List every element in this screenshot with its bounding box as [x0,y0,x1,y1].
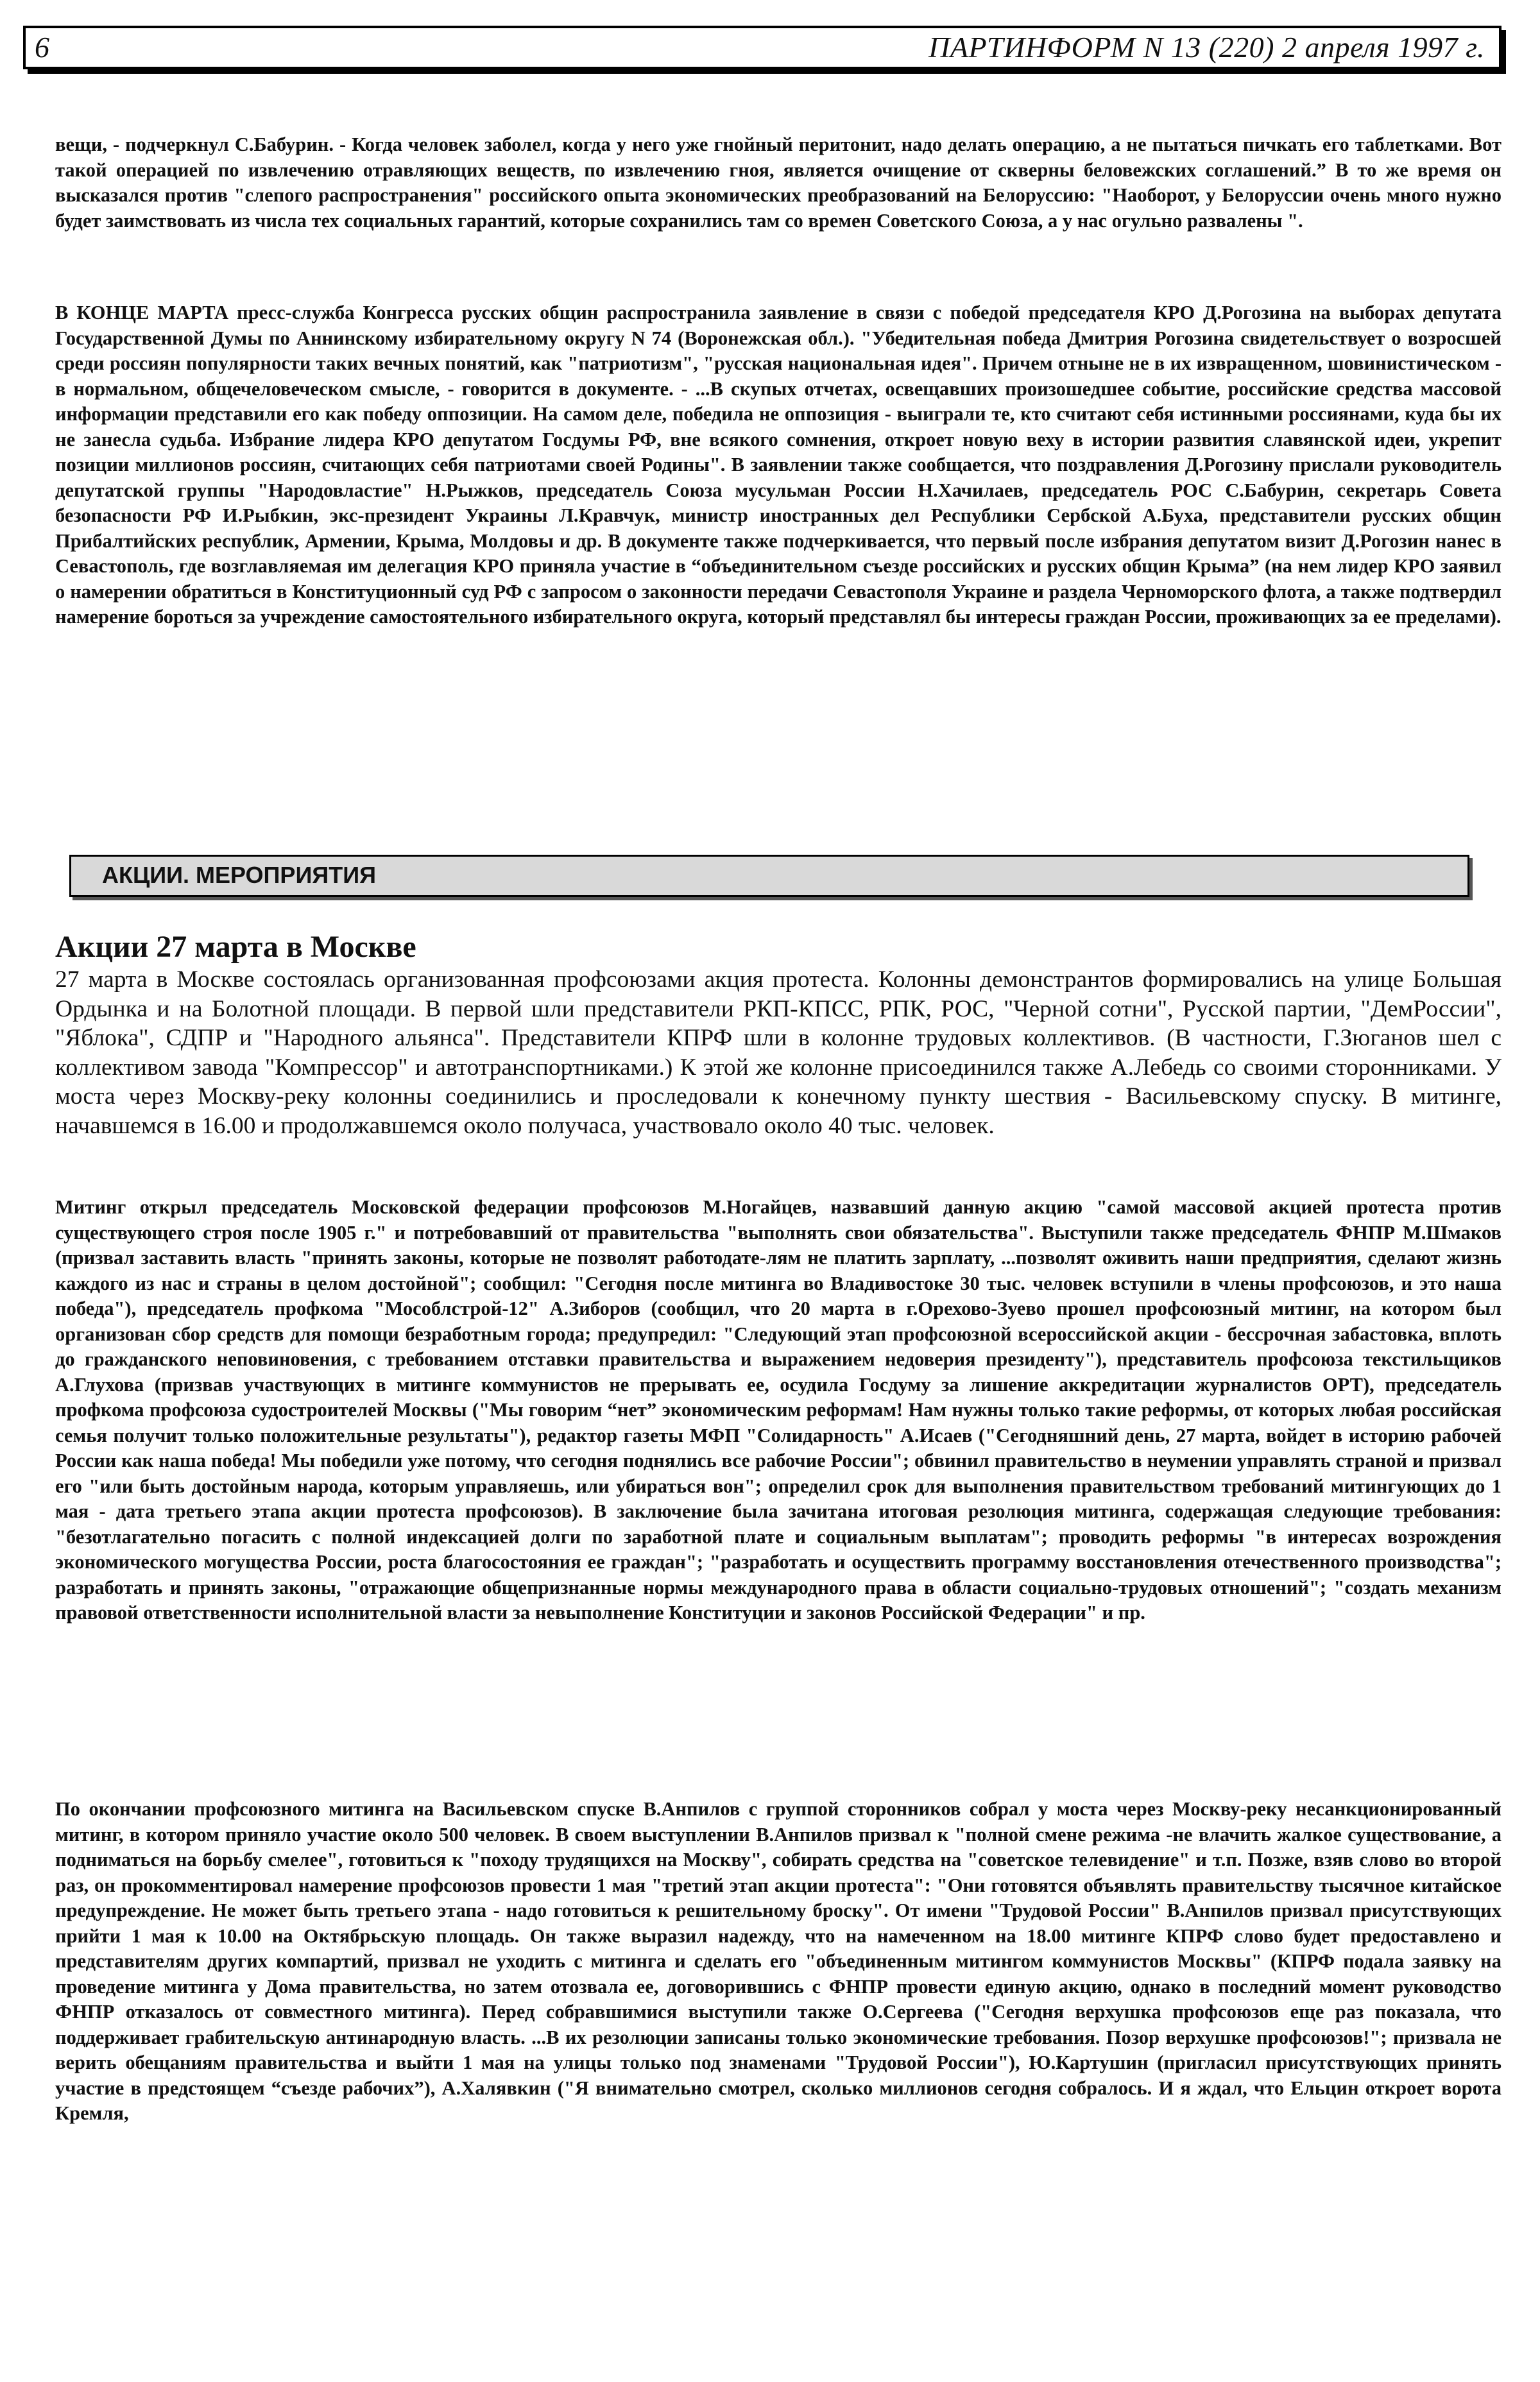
article-paragraph-1: Митинг открыл председатель Московской федерации профсоюзов М.Ногайцев, назвавший данную акцию "самой массовой акцией протеста против существующего строя после 1905 г." и потребовавший от правительства "выполнять свои обязательства". Выступили также председатель ФНПР М.Шмаков (призвал заставить власть "принять законы, которые не позволят работодате-лям не платить зарплату, ...позволят оживить наши предприятия, сделают жизнь каждого из нас и страны в целом достойной"; сообщил: "Сегодня после митинга во Владивостоке 30 тыс. человек вступили в члены профсоюзов, и это наша победа"), председатель профкома "Мособлстрой-12" А.Зиборов (сообщил, что 20 марта в г.Орехово-Зуево прошел профсоюзный митинг, на котором был организован сбор средств для помощи безработным города; предупредил: "Следующий этап профсоюзной всероссийской акции - бессрочная забастовка, вплоть до гражданского неповиновения, с требованием отставки правительства и выражением недоверия президенту"), представитель профсоюза текстильщиков А.Глухова (призвав участвующих в митинге коммунистов не прерывать ее, осудила Госдуму за лишение аккредитации журналистов ОРТ), председатель профкома профсоюза судостроителей Москвы ("Мы говорим “нет” экономическим реформам! Нам нужны только такие реформы, от которых любая российская семья получит только положительные результаты"), редактор газеты МФП "Солидарность" А.Исаев ("Сегодняшний день, 27 марта, войдет в историю рабочей России как наша победа! Мы победили уже потому, что сегодня поднялись все рабочие России"; обвинил правительство в неумении управлять страной и призвал его "или быть достойным народа, которым управляешь, или убираться вон"; определил срок для выполнения правительством требований митингующих до 1 мая - дата третьего этапа акции протеста профсоюзов). В заключение была зачитана итоговая резолюция митинга, содержащая следующие требования: "безотлагательно погасить с полной индексацией долги по заработной плате и социальным выплатам"; проводить реформы "в интересах возрождения экономического могущества России, роста благосостояния ее граждан"; "разработать и осуществить программу восстановления отечественного производства"; разработать и принять законы, "отражающие общепризнанные нормы международного права в области социально-трудовых отношений"; "создать механизм правовой ответственности исполнительной власти за невыполнение Конституции и законов Российской Федерации" и пр. [55,1196,1502,1624]
page-header [23,26,1502,69]
section-title: АКЦИИ. МЕРОПРИЯТИЯ [102,862,376,888]
top-paragraph-1: вещи, - подчеркнул С.Бабурин. - Когда человек заболел, когда у него уже гнойный перитонит, надо делать операцию, а не пытаться пичкать его таблетками. Вот такой операцией по извлечению отравляющих веществ, по извлечению гноя, является очищение от скверны беловежских соглашений.” В то же время он высказался против "слепого распространения" российского опыта экономических преобразований на Белоруссию: "Наоборот, у Белоруссии очень много нужно будет заимствовать из числа тех социальных гарантий, которые сохранились там со времен Советского Союза, а у нас огульно развалены ". [55,133,1502,232]
issue-title: ПАРТИНФОРМ N 13 (220) 2 апреля 1997 г. [928,31,1485,64]
section-header [69,855,1469,897]
article-headline: Акции 27 марта в Москве [55,930,416,964]
page-number: 6 [35,31,49,64]
top-paragraph-2: В КОНЦЕ МАРТА пресс-служба Конгресса русских общин распространила заявление в связи с победой председателя КРО Д.Рогозина на выборах депутата Государственной Думы по Аннинскому избирательному округу N 74 (Воронежская обл.). "Убедительная победа Дмитрия Рогозина свидетельствует о возросшей среди россиян популярности таких вечных понятий, как "патриотизм", "русская национальная идея". Причем отныне не в их извращенном, шовинистическом - в нормальном, общечеловеческом смысле, - говорится в документе. - ...В скупых отчетах, освещавших произошедшее событие, российские средства массовой информации представили его как победу оппозиции. На самом деле, победила не оппозиция - выиграли те, кто считают себя истинными россиянами, куда бы их не занесла судьба. Избрание лидера КРО депутатом Госдумы РФ, вне всякого сомнения, откроет новую веху в истории развития славянской идеи, укрепит позиции миллионов россиян, считающих себя патриотами своей Родины". В заявлении также сообщается, что поздравления Д.Рогозину прислали руководитель депутатской группы "Народовластие" Н.Рыжков, председатель Союза мусульман России Н.Хачилаев, председатель РОС С.Бабурин, секретарь Совета безопасности РФ И.Рыбкин, экс-президент Украины Л.Кравчук, министр иностранных дел Республики Сербской А.Буха, представители русских общин Прибалтийских республик, Армении, Крыма, Молдовы и др. В документе также подчеркивается, что первый после избрания депутатом визит Д.Рогозин нанес в Севастополь, где возглавляемая им делегация КРО приняла участие в “объединительном съезде российских и русских общин Крыма” (на нем лидер КРО заявил о намерении обратиться в Конституционный суд РФ с запросом о законности передачи Севастополя Украине и раздела Черноморского флота, а также подтвердил намерение бороться за учреждение самостоятельного избирательного округа, который представлял бы интересы граждан России, проживающих за ее пределами). [55,302,1502,628]
article-lead: 27 марта в Москве состоялась организованная профсоюзами акция протеста. Колонны демонстрантов формировались на улице Большая Ордынка и на Болотной площади. В первой шли представители РКП-КПСС, РПК, РОС, "Черной сотни", Русской партии, "ДемРоссии", "Яблока", СДПР и "Народного альянса". Представители КПРФ шли в колонне трудовых коллективов. (В частности, Г.Зюганов шел с коллективом завода "Компрессор" и автотранспортниками.) К этой же колонне присоединился также А.Лебедь со своими сторонниками. У моста через Москву-реку колонны соединились и проследовали к конечному пункту шествия - Васильевскому спуску. В митинге, начавшемся в 16.00 и продолжавшемся около получаса, участвовало около 40 тыс. человек. [55,966,1502,1139]
article-paragraph-2: По окончании профсоюзного митинга на Васильевском спуске В.Анпилов с группой сторонников собрал у моста через Москву-реку несанкционированный митинг, в котором приняло участие около 500 человек. В своем выступлении В.Анпилов призвал к "полной смене режима -не влачить жалкое существование, а подниматься на борьбу смелее", готовиться к "походу трудящихся на Москву", собирать средства на "советское телевидение" и т.п. Позже, взяв слово во второй раз, он прокомментировал намерение профсоюзов провести 1 мая "третий этап акции протеста": "Они готовятся объявлять правительству тысячное китайское предупреждение. Не может быть третьего этапа - надо готовиться к решительному броску". От имени "Трудовой России" В.Анпилов призвал присутствующих прийти 1 мая к 10.00 на Октябрьскую площадь. Он также выразил надежду, что на намеченном на 18.00 митинге КПРФ слово будет предоставлено и представителям других компартий, призвал не уходить с митинга и сделать его "объединенным митингом коммунистов Москвы" (КПРФ подала заявку на проведение митинга у Дома правительства, но затем отозвала ее, договорившись с ФНПР провести единую акцию, однако в последний момент руководство ФНПР отказалось от совместного митинга). Перед собравшимися выступили также О.Сергеева ("Сегодня верхушка профсоюзов еще раз показала, что поддерживает грабительскую антинародную власть. ...В их резолюции записаны только экономические требования. Позор верхушке профсоюзов!"; призвала не верить обещаниям правительства и выйти 1 мая на улицы только под знаменами "Трудовой России"), Ю.Картушин (пригласил присутствующих принять участие в предстоящем “съезде рабочих”), А.Халявкин ("Я внимательно смотрел, сколько миллионов сегодня собралось. И я ждал, что Ельцин откроет ворота Кремля, [55,1798,1502,2124]
